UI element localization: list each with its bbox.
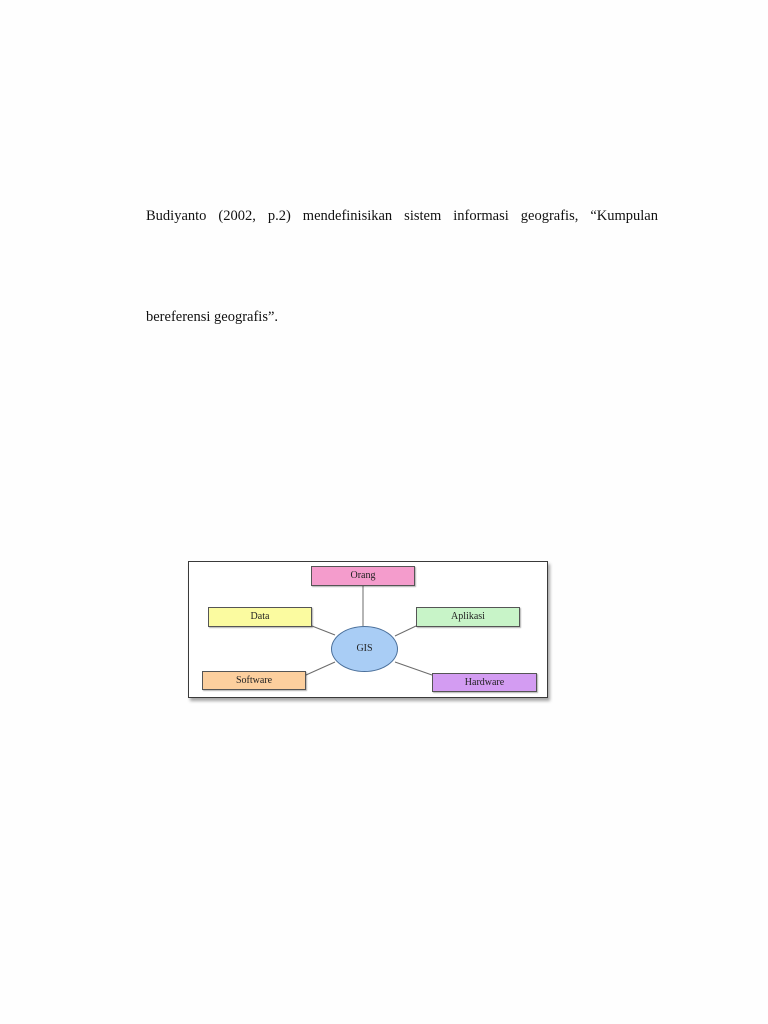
node-hardware: Hardware: [432, 673, 537, 692]
connector-aplikasi: [395, 626, 416, 636]
connector-software: [306, 662, 335, 675]
node-data: Data: [208, 607, 312, 627]
node-gis-center: GIS: [331, 626, 398, 672]
paragraph-line-2: bereferensi geografis”.: [146, 309, 279, 325]
connector-hardware: [395, 662, 432, 675]
connector-data: [312, 626, 335, 635]
node-aplikasi: Aplikasi: [416, 607, 520, 627]
gis-components-diagram: [188, 561, 548, 698]
node-software: Software: [202, 671, 306, 690]
node-orang: Orang: [311, 566, 415, 586]
paragraph-line-1: Budiyanto (2002, p.2) mendefinisikan sistem informasi geografis, “Kumpulan: [146, 208, 658, 224]
